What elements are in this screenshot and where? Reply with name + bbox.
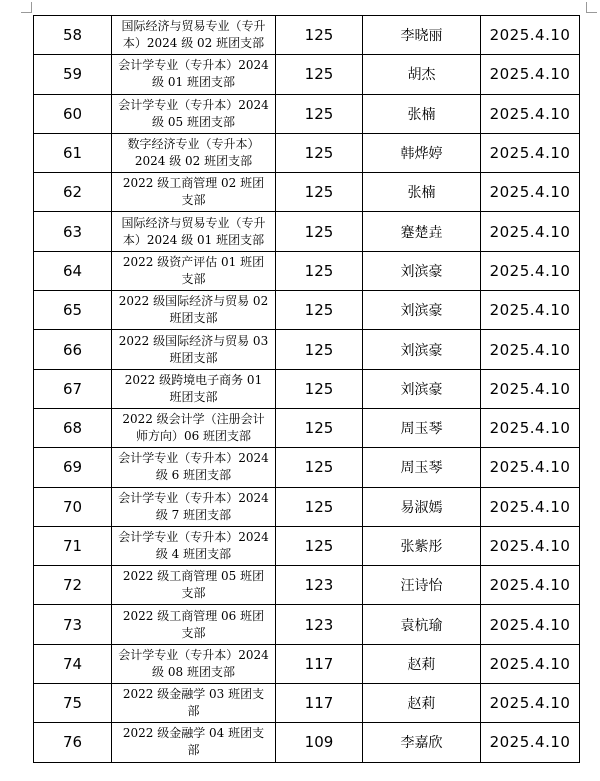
- score-cell: 125: [276, 448, 363, 487]
- person-name-cell: 赵莉: [363, 684, 481, 723]
- date-cell: 2025.4.10: [481, 526, 580, 565]
- date-cell: 2025.4.10: [481, 133, 580, 172]
- row-number-cell: 58: [34, 16, 112, 55]
- score-cell: 109: [276, 723, 363, 762]
- branch-name-cell: 会计学专业（专升本）2024 级 7 班团支部: [112, 487, 276, 526]
- branch-name-cell: 2022 级工商管理 05 班团支部: [112, 566, 276, 605]
- ranking-table: [33, 15, 580, 763]
- date-cell: 2025.4.10: [481, 448, 580, 487]
- person-name-cell: 刘滨豪: [363, 369, 481, 408]
- date-cell: 2025.4.10: [481, 369, 580, 408]
- table-row: [34, 526, 580, 565]
- row-number-cell: 60: [34, 94, 112, 133]
- table-row: [34, 291, 580, 330]
- score-cell: 125: [276, 173, 363, 212]
- score-cell: 125: [276, 133, 363, 172]
- branch-name-cell: 国际经济与贸易专业（专升本）2024 级 02 班团支部: [112, 16, 276, 55]
- row-number-cell: 64: [34, 251, 112, 290]
- score-cell: 125: [276, 212, 363, 251]
- row-number-cell: 75: [34, 684, 112, 723]
- date-cell: 2025.4.10: [481, 291, 580, 330]
- person-name-cell: 袁杭瑜: [363, 605, 481, 644]
- row-number-cell: 72: [34, 566, 112, 605]
- date-cell: 2025.4.10: [481, 16, 580, 55]
- table-row: [34, 605, 580, 644]
- score-cell: 125: [276, 526, 363, 565]
- branch-name-cell: 2022 级资产评估 01 班团支部: [112, 251, 276, 290]
- crop-mark-right: [586, 2, 597, 13]
- row-number-cell: 59: [34, 55, 112, 94]
- person-name-cell: 胡杰: [363, 55, 481, 94]
- row-number-cell: 71: [34, 526, 112, 565]
- table-row: [34, 487, 580, 526]
- branch-name-cell: 2022 级国际经济与贸易 03 班团支部: [112, 330, 276, 369]
- date-cell: 2025.4.10: [481, 684, 580, 723]
- branch-name-cell: 2022 级金融学 03 班团支部: [112, 684, 276, 723]
- table-row: [34, 133, 580, 172]
- row-number-cell: 73: [34, 605, 112, 644]
- row-number-cell: 66: [34, 330, 112, 369]
- branch-name-cell: 2022 级工商管理 02 班团支部: [112, 173, 276, 212]
- date-cell: 2025.4.10: [481, 644, 580, 683]
- score-cell: 117: [276, 684, 363, 723]
- person-name-cell: 周玉琴: [363, 408, 481, 447]
- row-number-cell: 63: [34, 212, 112, 251]
- score-cell: 123: [276, 566, 363, 605]
- date-cell: 2025.4.10: [481, 566, 580, 605]
- person-name-cell: 韩烨婷: [363, 133, 481, 172]
- person-name-cell: 张楠: [363, 94, 481, 133]
- row-number-cell: 68: [34, 408, 112, 447]
- person-name-cell: 蹇楚垚: [363, 212, 481, 251]
- score-cell: 125: [276, 55, 363, 94]
- score-cell: 125: [276, 408, 363, 447]
- branch-name-cell: 会计学专业（专升本）2024 级 6 班团支部: [112, 448, 276, 487]
- branch-name-cell: 2022 级工商管理 06 班团支部: [112, 605, 276, 644]
- score-cell: 125: [276, 251, 363, 290]
- table-body: [34, 16, 580, 763]
- person-name-cell: 李晓丽: [363, 16, 481, 55]
- row-number-cell: 76: [34, 723, 112, 762]
- person-name-cell: 刘滨豪: [363, 251, 481, 290]
- branch-name-cell: 2022 级跨境电子商务 01 班团支部: [112, 369, 276, 408]
- date-cell: 2025.4.10: [481, 605, 580, 644]
- score-cell: 125: [276, 94, 363, 133]
- score-cell: 125: [276, 330, 363, 369]
- table-row: [34, 644, 580, 683]
- person-name-cell: 李嘉欣: [363, 723, 481, 762]
- score-cell: 125: [276, 487, 363, 526]
- branch-name-cell: 会计学专业（专升本）2024 级 01 班团支部: [112, 55, 276, 94]
- table-row: [34, 408, 580, 447]
- row-number-cell: 61: [34, 133, 112, 172]
- date-cell: 2025.4.10: [481, 94, 580, 133]
- branch-name-cell: 会计学专业（专升本）2024 级 08 班团支部: [112, 644, 276, 683]
- branch-name-cell: 2022 级金融学 04 班团支部: [112, 723, 276, 762]
- branch-name-cell: 数字经济专业（专升本）2024 级 02 班团支部: [112, 133, 276, 172]
- person-name-cell: 张楠: [363, 173, 481, 212]
- branch-name-cell: 会计学专业（专升本）2024 级 05 班团支部: [112, 94, 276, 133]
- score-cell: 125: [276, 16, 363, 55]
- table-row: [34, 212, 580, 251]
- date-cell: 2025.4.10: [481, 251, 580, 290]
- table-row: [34, 251, 580, 290]
- row-number-cell: 67: [34, 369, 112, 408]
- table-row: [34, 16, 580, 55]
- date-cell: 2025.4.10: [481, 212, 580, 251]
- score-cell: 123: [276, 605, 363, 644]
- table-row: [34, 94, 580, 133]
- table-row: [34, 55, 580, 94]
- branch-name-cell: 国际经济与贸易专业（专升本）2024 级 01 班团支部: [112, 212, 276, 251]
- table-row: [34, 723, 580, 762]
- score-cell: 125: [276, 369, 363, 408]
- person-name-cell: 周玉琴: [363, 448, 481, 487]
- date-cell: 2025.4.10: [481, 55, 580, 94]
- table-row: [34, 330, 580, 369]
- person-name-cell: 易淑嫣: [363, 487, 481, 526]
- row-number-cell: 69: [34, 448, 112, 487]
- date-cell: 2025.4.10: [481, 487, 580, 526]
- date-cell: 2025.4.10: [481, 173, 580, 212]
- row-number-cell: 70: [34, 487, 112, 526]
- branch-name-cell: 会计学专业（专升本）2024 级 4 班团支部: [112, 526, 276, 565]
- date-cell: 2025.4.10: [481, 330, 580, 369]
- table-row: [34, 369, 580, 408]
- person-name-cell: 刘滨豪: [363, 330, 481, 369]
- table-row: [34, 566, 580, 605]
- table-row: [34, 448, 580, 487]
- person-name-cell: 张紫彤: [363, 526, 481, 565]
- row-number-cell: 65: [34, 291, 112, 330]
- person-name-cell: 汪诗怡: [363, 566, 481, 605]
- branch-name-cell: 2022 级国际经济与贸易 02 班团支部: [112, 291, 276, 330]
- crop-mark-left: [21, 2, 32, 13]
- date-cell: 2025.4.10: [481, 723, 580, 762]
- branch-name-cell: 2022 级会计学（注册会计师方向）06 班团支部: [112, 408, 276, 447]
- row-number-cell: 74: [34, 644, 112, 683]
- date-cell: 2025.4.10: [481, 408, 580, 447]
- table-row: [34, 173, 580, 212]
- row-number-cell: 62: [34, 173, 112, 212]
- person-name-cell: 刘滨豪: [363, 291, 481, 330]
- score-cell: 125: [276, 291, 363, 330]
- table-row: [34, 684, 580, 723]
- person-name-cell: 赵莉: [363, 644, 481, 683]
- score-cell: 117: [276, 644, 363, 683]
